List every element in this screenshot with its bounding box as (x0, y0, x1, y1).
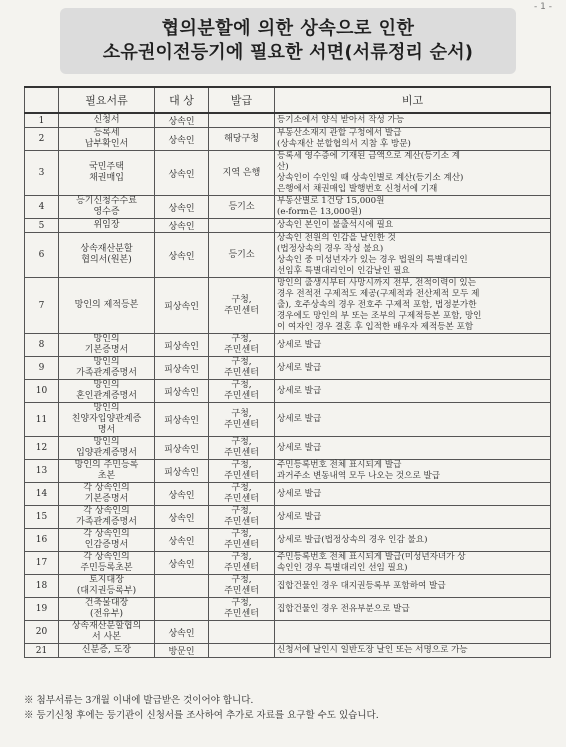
issuer-cell-line: 주민센터 (224, 419, 259, 430)
issuer-cell (209, 552, 275, 575)
remarks-cell-line: 상세로 발급 (277, 511, 322, 522)
row-number: 14 (25, 483, 59, 506)
document-name-line: 망인의 (93, 437, 120, 447)
remarks-cell-line: 상세로 발급 (277, 385, 322, 396)
document-name-line: 인감증명서 (84, 540, 129, 550)
subject-cell: 상속인 (155, 621, 209, 644)
row-number: 15 (25, 506, 59, 529)
remarks-cell (275, 357, 551, 380)
row-number: 12 (25, 437, 59, 460)
page-number: - 1 - (534, 2, 552, 12)
document-name-line: 가족관계증명서 (76, 517, 137, 527)
remarks-cell-line: 과거주소 변동내역 모두 나오는 것으로 발급 (277, 471, 441, 481)
issuer-cell-line: 주민센터 (224, 609, 259, 619)
issuer-cell (209, 506, 275, 529)
row-number: 7 (25, 278, 59, 334)
issuer-cell (209, 380, 275, 403)
remarks-cell-line: 집합건물인 경우 대지권등록부 포함하여 발급 (277, 580, 446, 591)
row-number: 10 (25, 380, 59, 403)
issuer-cell-line: 구청, (231, 575, 252, 585)
remarks-cell-line: (e-form은 13,000원) (277, 207, 362, 217)
issuer-cell (209, 113, 275, 128)
document-name-line: 명서 (97, 425, 116, 435)
issuer-cell (209, 219, 275, 233)
document-name-line: 토지대장 (89, 575, 124, 585)
document-name-line: 가족관계증명서 (76, 368, 137, 378)
row-number: 1 (25, 113, 59, 128)
document-name-line: 각 상속인의 (83, 483, 130, 493)
issuer-cell-line: 구청, (231, 357, 252, 367)
issuer-cell-line: 구청, (231, 334, 252, 344)
subject-cell (155, 598, 209, 621)
remarks-cell (275, 644, 551, 658)
issuer-cell-line: 구청, (231, 529, 252, 539)
subject-cell: 피상속인 (155, 334, 209, 357)
subject-cell: 상속인 (155, 219, 209, 233)
remarks-cell-line: 망인의 출생시부터 사망시까지 전부, 전적이력이 있는 (277, 278, 477, 288)
document-name (59, 334, 155, 357)
table-row (25, 278, 551, 334)
issuer-cell (209, 151, 275, 196)
issuer-cell-line: 구청, (231, 598, 252, 608)
table-row (25, 151, 551, 196)
remarks-cell-line: 이 여자인 경우 결혼 후 입적한 배우자 제적등본 포함 (277, 322, 474, 332)
issuer-cell-line: 지역 은행 (222, 167, 261, 178)
remarks-cell (275, 380, 551, 403)
issuer-cell-line: 주민센터 (224, 345, 259, 355)
table-row (25, 233, 551, 278)
remarks-cell (275, 575, 551, 598)
subject-cell: 상속인 (155, 483, 209, 506)
subject-cell: 방문인 (155, 644, 209, 658)
issuer-cell-line: 주민센터 (224, 448, 259, 458)
header-issuer: 발급 (209, 87, 275, 113)
issuer-cell (209, 483, 275, 506)
subject-cell: 상속인 (155, 151, 209, 196)
subject-cell: 피상속인 (155, 357, 209, 380)
document-name-line: 납부확인서 (84, 139, 129, 149)
document-name (59, 621, 155, 644)
remarks-cell (275, 552, 551, 575)
row-number: 5 (25, 219, 59, 233)
document-name-line: 입양관계증명서 (76, 448, 137, 458)
footnotes (24, 693, 554, 723)
table-row (25, 437, 551, 460)
table-row (25, 529, 551, 552)
issuer-cell-line: 구청, (231, 380, 252, 390)
issuer-cell (209, 644, 275, 658)
remarks-cell-line: 부동산소재지 관할 구청에서 발급 (277, 128, 402, 138)
document-name (59, 460, 155, 483)
document-name-line: 협의서(원본) (81, 255, 132, 265)
issuer-cell (209, 437, 275, 460)
document-name-line: 서 사본 (92, 632, 121, 642)
remarks-cell-line: 등기소에서 양식 받아서 작성 가능 (277, 115, 405, 125)
document-name-line: 초본 (97, 471, 116, 481)
document-name (59, 483, 155, 506)
issuer-cell (209, 233, 275, 278)
document-name-line: 주민등록초본 (80, 563, 133, 573)
title-box (60, 8, 516, 74)
document-name-line: 망인의 (93, 357, 120, 367)
table-header (25, 87, 551, 113)
issuer-cell-line: 등기소 (228, 201, 255, 212)
issuer-cell (209, 128, 275, 151)
remarks-cell (275, 113, 551, 128)
document-name (59, 403, 155, 437)
table-row (25, 403, 551, 437)
remarks-cell-line: 상세로 발급 (277, 488, 322, 499)
header-document: 필요서류 (59, 87, 155, 113)
remarks-cell (275, 598, 551, 621)
document-name-line: 각 상속인의 (83, 529, 130, 539)
row-number: 9 (25, 357, 59, 380)
remarks-cell-line: 상속인 중 미성년자가 있는 경우 법원의 특별대리인 (277, 255, 468, 265)
issuer-cell (209, 357, 275, 380)
remarks-cell-line: 산) (277, 162, 289, 172)
table-row (25, 196, 551, 219)
subject-cell: 상속인 (155, 506, 209, 529)
document-name-line: 상속재산분할 (80, 244, 133, 254)
subject-cell: 상속인 (155, 552, 209, 575)
footnote-2: ※ 등기신청 후에는 등기관이 신청서를 조사하여 추가로 자료를 요구할 수도 있습니다. (24, 710, 379, 721)
issuer-cell (209, 403, 275, 437)
row-number: 6 (25, 233, 59, 278)
remarks-cell-line: 은행에서 채권매입 발행번호 신청서에 기재 (277, 184, 438, 194)
remarks-cell-line: (상속재산 분할협의서 지참 후 방문) (277, 139, 411, 149)
required-documents-table (24, 86, 551, 658)
subject-cell: 상속인 (155, 113, 209, 128)
document-name (59, 278, 155, 334)
remarks-cell-line: 선임후 특별대리인이 인감날인 필요 (277, 266, 410, 276)
issuer-cell-line: 구청, (231, 437, 252, 447)
subject-cell (155, 575, 209, 598)
document-name (59, 357, 155, 380)
document-name-line: (대지권등록부) (76, 586, 137, 596)
issuer-cell-line: 등기소 (228, 249, 255, 260)
document-name (59, 506, 155, 529)
issuer-cell-line: 구청, (231, 460, 252, 470)
subject-cell: 피상속인 (155, 380, 209, 403)
remarks-cell (275, 621, 551, 644)
remarks-cell-line: 상세로 발급(법정상속의 경우 인감 불요) (277, 534, 428, 545)
issuer-cell-line: 구청, (231, 506, 252, 516)
row-number: 2 (25, 128, 59, 151)
document-name-line: 망인의 제적등본 (74, 300, 139, 310)
issuer-cell (209, 278, 275, 334)
issuer-cell-line: 주민센터 (224, 391, 259, 401)
remarks-cell-line: 속인인 경우 특별대리인 선임 필요) (277, 563, 408, 573)
document-name (59, 151, 155, 196)
remarks-cell-line: 경우 전적전 구제적도 제공(구제적과 전산제적 모두 제 (277, 289, 480, 299)
document-name-line: 각 상속인의 (83, 552, 130, 562)
document-name-line: 국민주택 (89, 162, 124, 172)
row-number: 4 (25, 196, 59, 219)
remarks-cell-line: 상속인 본인이 불출석시에 필요 (277, 220, 394, 230)
document-name (59, 598, 155, 621)
document-name-line: 망인의 (93, 334, 120, 344)
document-name (59, 219, 155, 233)
issuer-cell-line: 주민센터 (224, 517, 259, 527)
document-name-line: 신청서 (93, 115, 120, 125)
subject-cell: 피상속인 (155, 278, 209, 334)
issuer-cell (209, 621, 275, 644)
remarks-cell-line: 상세로 발급 (277, 362, 322, 373)
row-number: 3 (25, 151, 59, 196)
remarks-cell (275, 196, 551, 219)
header-no (25, 87, 59, 113)
remarks-cell-line: 주민등록번호 전체 표시되게 발급 (277, 460, 402, 470)
document-name-line: 등록세 (93, 128, 120, 138)
issuer-cell-line: 구청, (231, 294, 252, 305)
issuer-cell-line: 주민센터 (224, 494, 259, 504)
remarks-cell (275, 437, 551, 460)
document-name (59, 128, 155, 151)
table-row (25, 380, 551, 403)
document-name-line: 등기신청수수료 (76, 196, 137, 206)
document-name-line: 영수증 (93, 207, 120, 217)
document-name-line: 위임장 (93, 220, 120, 230)
document-name (59, 437, 155, 460)
document-name (59, 529, 155, 552)
document-name-line: 상속재산분할협의 (71, 621, 142, 631)
document-name-line: 망인의 주민등록 (74, 460, 139, 470)
remarks-cell (275, 529, 551, 552)
remarks-cell (275, 334, 551, 357)
row-number: 20 (25, 621, 59, 644)
document-name (59, 113, 155, 128)
document-name-line: 혼인관계증명서 (76, 391, 137, 401)
remarks-cell-line: 상세로 발급 (277, 414, 322, 424)
document-name-line: (전유부) (89, 609, 124, 619)
issuer-cell-line: 주민센터 (224, 368, 259, 378)
document-name-line: 채권매입 (89, 173, 124, 183)
issuer-cell-line: 주민센터 (224, 540, 259, 550)
issuer-cell-line: 주민센터 (224, 471, 259, 481)
subject-cell: 피상속인 (155, 460, 209, 483)
row-number: 8 (25, 334, 59, 357)
issuer-cell-line: 구청, (231, 483, 252, 493)
subject-cell: 상속인 (155, 529, 209, 552)
document-name (59, 644, 155, 658)
document-name-line: 기본증명서 (84, 494, 129, 504)
row-number: 11 (25, 403, 59, 437)
table-row (25, 598, 551, 621)
remarks-cell (275, 460, 551, 483)
document-name (59, 552, 155, 575)
subject-cell: 피상속인 (155, 437, 209, 460)
remarks-cell-line: 상속인이 수인일 때 상속인별로 계산(등기소 계산) (277, 173, 464, 183)
row-number: 13 (25, 460, 59, 483)
table-row (25, 483, 551, 506)
row-number: 17 (25, 552, 59, 575)
issuer-cell (209, 460, 275, 483)
row-number: 16 (25, 529, 59, 552)
issuer-cell (209, 598, 275, 621)
remarks-cell-line: 상세로 발급 (277, 442, 322, 453)
table-row (25, 644, 551, 658)
issuer-cell-line: 해당구청 (224, 133, 259, 144)
row-number: 18 (25, 575, 59, 598)
document-name-line: 기본증명서 (84, 345, 129, 355)
remarks-cell-line: 신청서에 날인시 일반도장 날인 또는 서명으로 가능 (277, 645, 468, 655)
table-row (25, 621, 551, 644)
document-name-line: 건축물대장 (84, 598, 129, 608)
remarks-cell (275, 219, 551, 233)
issuer-cell-line: 구청, (231, 552, 252, 562)
title-line-2: 소유권이전등기에 필요한 서면(서류정리 순서) (102, 42, 474, 63)
remarks-cell (275, 506, 551, 529)
remarks-cell (275, 403, 551, 437)
header-subject: 대 상 (155, 87, 209, 113)
row-number: 19 (25, 598, 59, 621)
remarks-cell (275, 233, 551, 278)
remarks-cell-line: 상세로 발급 (277, 339, 322, 350)
document-name (59, 380, 155, 403)
remarks-cell (275, 128, 551, 151)
document-name-line: 신분증, 도장 (81, 645, 132, 655)
document-name (59, 575, 155, 598)
subject-cell: 상속인 (155, 196, 209, 219)
issuer-cell (209, 196, 275, 219)
issuer-cell-line: 주민센터 (224, 305, 259, 316)
remarks-cell-line: 경우에도 망인의 부 또는 조부의 구제적등본 포함, 망인 (277, 311, 482, 321)
issuer-cell-line: 구청, (231, 408, 252, 419)
subject-cell: 상속인 (155, 128, 209, 151)
table-row (25, 460, 551, 483)
table-row (25, 128, 551, 151)
subject-cell: 상속인 (155, 233, 209, 278)
remarks-cell-line: 집합건물인 경우 전유부분으로 발급 (277, 603, 410, 614)
table-row (25, 357, 551, 380)
footnote-1: ※ 첨부서류는 3개월 이내에 발급받은 것이어야 합니다. (24, 695, 254, 706)
table-row (25, 219, 551, 233)
issuer-cell-line: 주민센터 (224, 586, 259, 596)
document-name-line: 망인의 (93, 403, 120, 413)
issuer-cell (209, 575, 275, 598)
remarks-cell-line: 주민등록번호 전체 표시되게 발급(미성년자녀가 상 (277, 552, 466, 562)
issuer-cell-line: 주민센터 (224, 563, 259, 573)
issuer-cell (209, 529, 275, 552)
remarks-cell-line: 상속인 전원의 인감을 날인한 것 (277, 233, 396, 243)
table-row (25, 334, 551, 357)
document-name (59, 233, 155, 278)
remarks-cell (275, 278, 551, 334)
table-row (25, 552, 551, 575)
remarks-cell (275, 151, 551, 196)
subject-cell: 피상속인 (155, 403, 209, 437)
title-line-1: 협의분할에 의한 상속으로 인한 (161, 18, 415, 39)
table-row (25, 113, 551, 128)
issuer-cell (209, 334, 275, 357)
table-body (25, 113, 551, 658)
remarks-cell-line: 등록세 영수증에 기재된 금액으로 계산(등기소 계 (277, 151, 461, 161)
document-name (59, 196, 155, 219)
remarks-cell-line: 부동산별로 1건당 15,000원 (277, 196, 385, 206)
document-name-line: 친양자입양관계증 (71, 414, 142, 424)
table-row (25, 506, 551, 529)
remarks-cell-line: 출), 호주상속의 경우 전호주 구제적 포함, 법정분가한 (277, 300, 477, 310)
remarks-cell (275, 483, 551, 506)
header-remarks: 비고 (275, 87, 551, 113)
document-name-line: 망인의 (93, 380, 120, 390)
document-name-line: 각 상속인의 (83, 506, 130, 516)
row-number: 21 (25, 644, 59, 658)
remarks-cell-line: (법정상속의 경우 작성 불요) (277, 244, 384, 254)
table-row (25, 575, 551, 598)
